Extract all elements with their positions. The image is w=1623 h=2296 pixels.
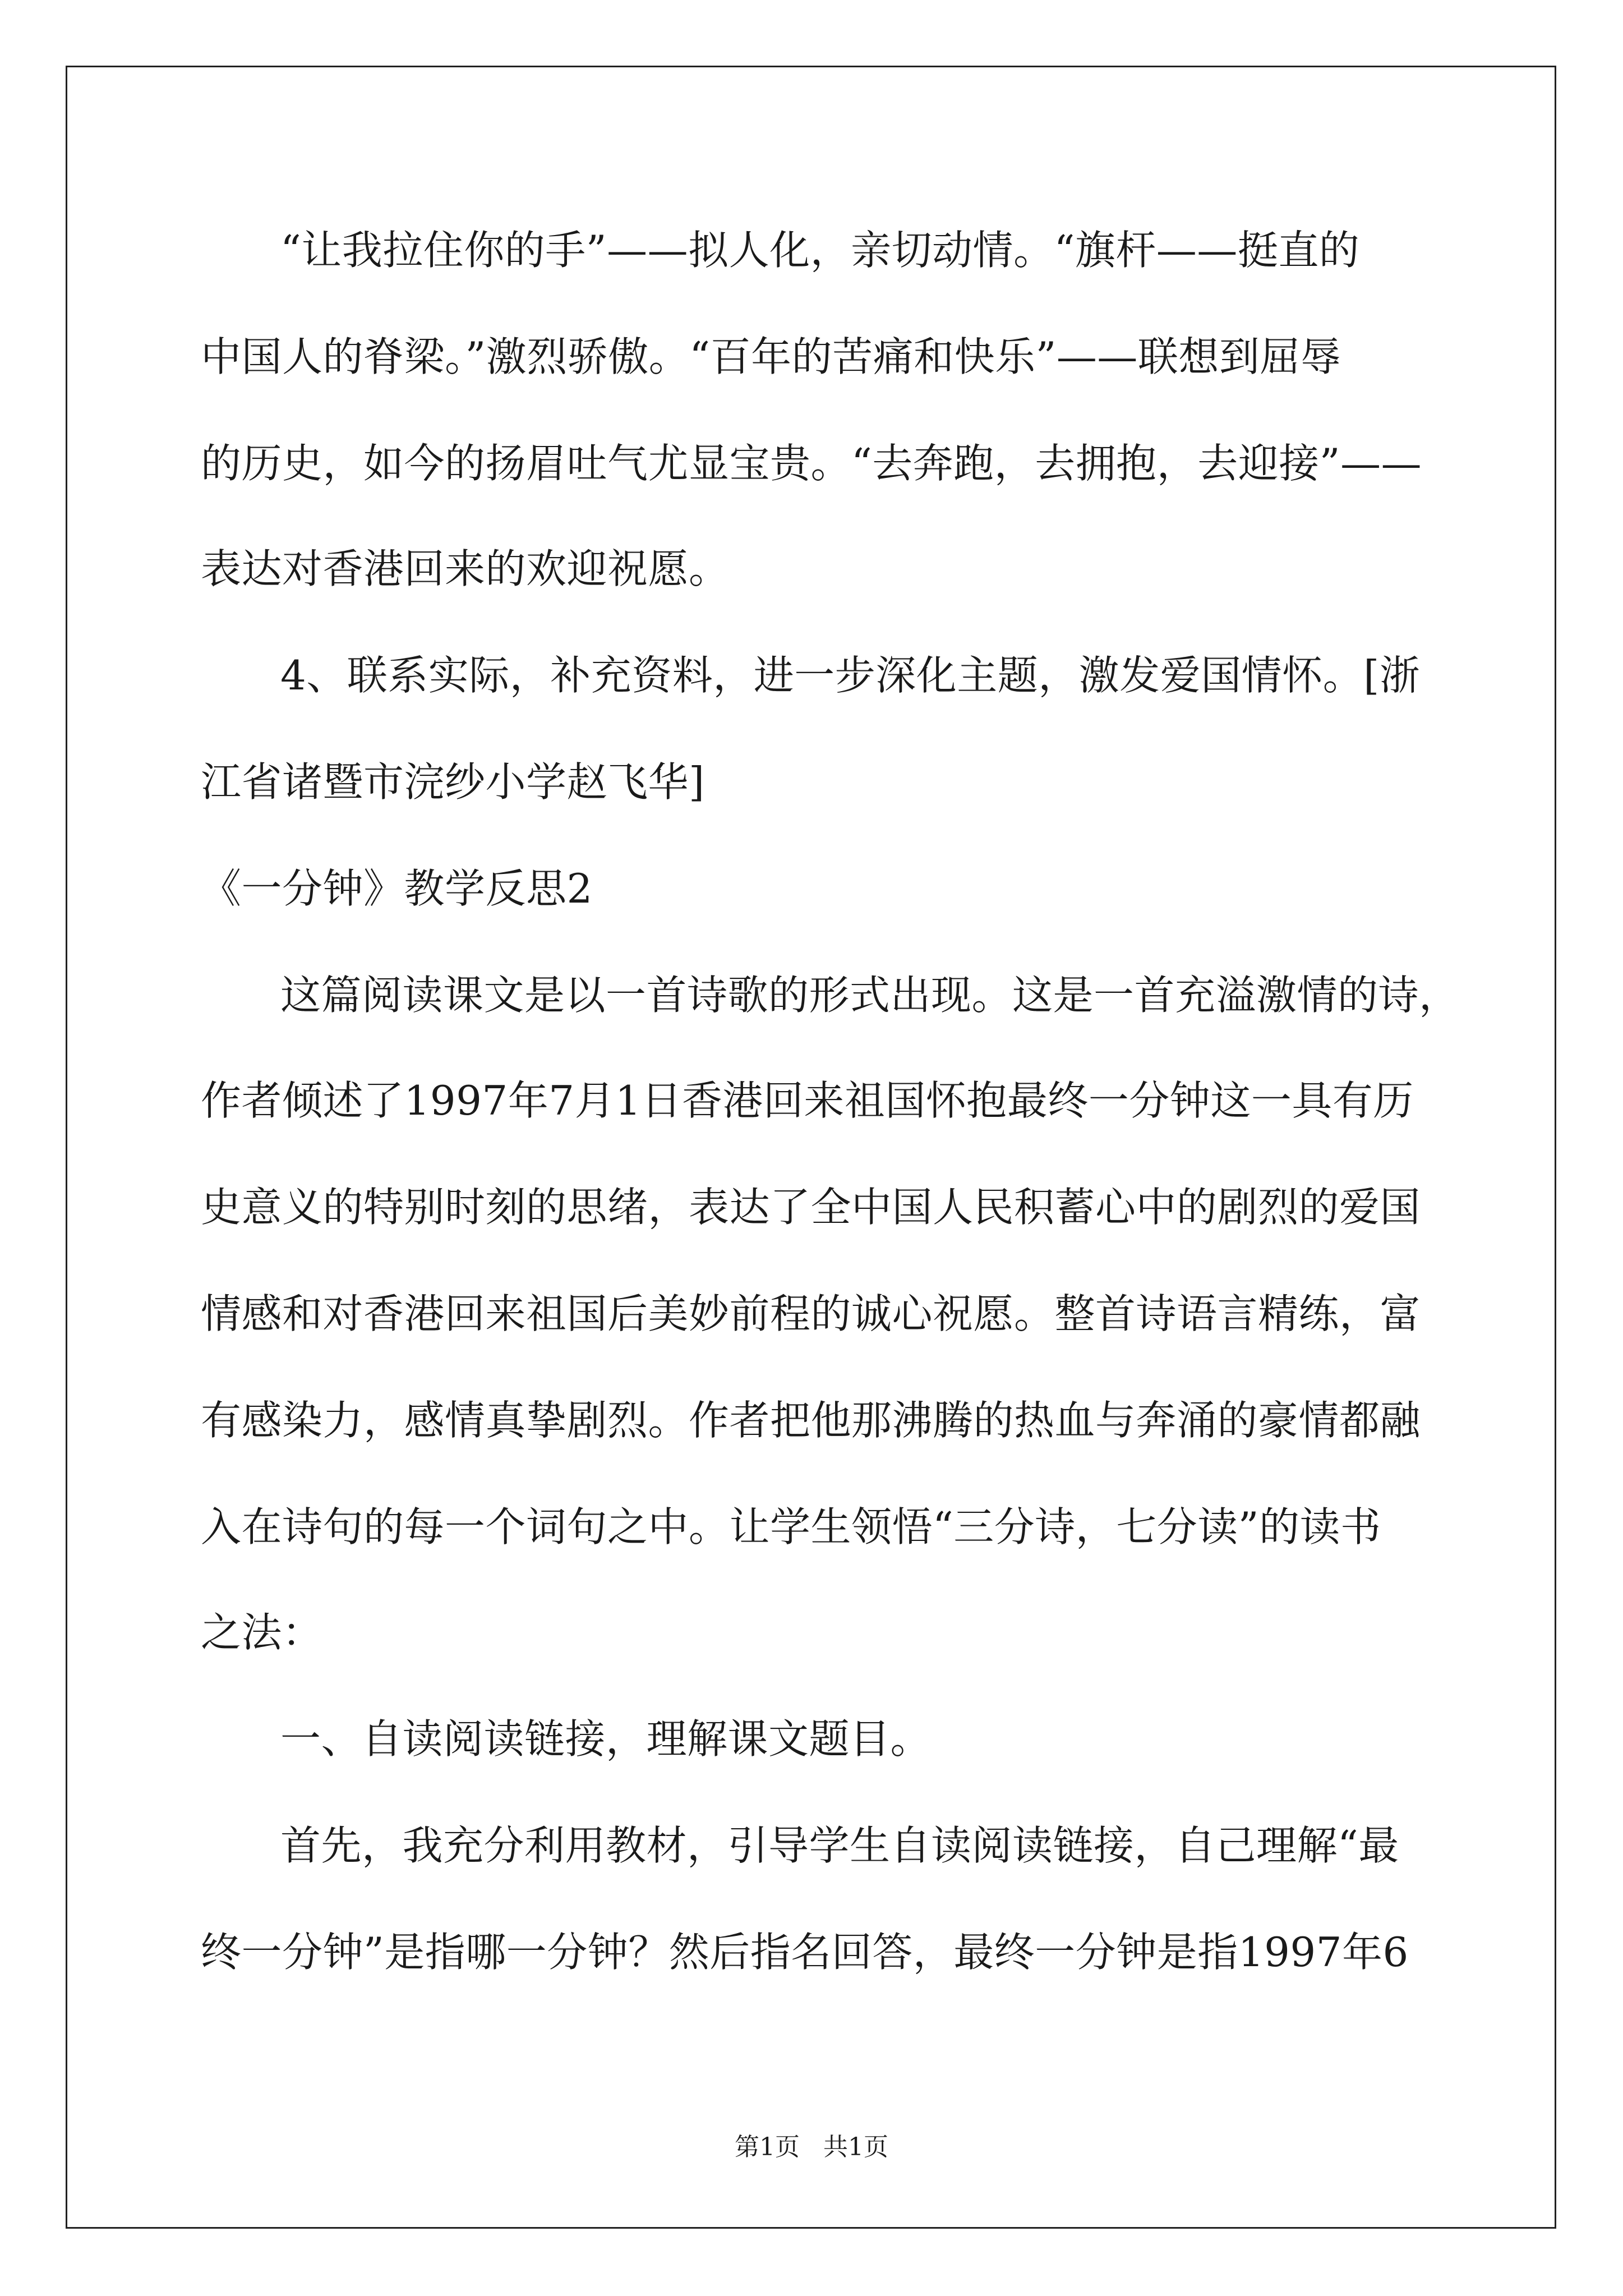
text-line: 表达对香港回来的欢迎祝愿。 — [201, 545, 730, 592]
page-footer: 第1页 共1页 — [735, 2133, 888, 2161]
section-heading: 《一分钟》教学反思2 — [201, 865, 593, 912]
text-line: 一、自读阅读链接，理解课文题目。 — [280, 1715, 932, 1763]
text-line: 入在诗句的每一个词句之中。让学生领悟“三分诗，七分读”的读书 — [201, 1503, 1381, 1550]
text-line: 情感和对香港回来祖国后美妙前程的诚心祝愿。整首诗语言精练，富 — [201, 1290, 1421, 1337]
text-line: 之法： — [201, 1609, 323, 1656]
text-line: 史意义的特别时刻的思绪，表达了全中国人民积蓄心中的剧烈的爱国 — [201, 1184, 1421, 1231]
text-line: 4、联系实际，补充资料，进一步深化主题，激发爱国情怀。[浙 — [280, 652, 1421, 699]
text-line: “让我拉住你的手”——拟人化，亲切动情。“旗杆——挺直的 — [280, 227, 1360, 274]
text-line: 作者倾述了1997年7月1日香港回来祖国怀抱最终一分钟这一具有历 — [201, 1077, 1414, 1124]
text-line: 中国人的脊梁。”激烈骄傲。“百年的苦痛和快乐”——联想到屈辱 — [201, 333, 1341, 380]
text-line: 首先，我充分利用教材，引导学生自读阅读链接，自己理解“最 — [280, 1822, 1399, 1869]
text-line: 有感染力，感情真挚剧烈。作者把他那沸腾的热血与奔涌的豪情都融 — [201, 1397, 1421, 1444]
text-line: 终一分钟”是指哪一分钟？然后指名回答，最终一分钟是指1997年6 — [201, 1929, 1409, 1976]
page-border — [66, 66, 1556, 2229]
text-line: 江省诸暨市浣纱小学赵飞华] — [201, 758, 705, 806]
text-line: 的历史，如今的扬眉吐气尤显宝贵。“去奔跑，去拥抱，去迎接”—— — [201, 440, 1422, 487]
text-line: 这篇阅读课文是以一首诗歌的形式出现。这是一首充溢激情的诗， — [280, 972, 1460, 1019]
